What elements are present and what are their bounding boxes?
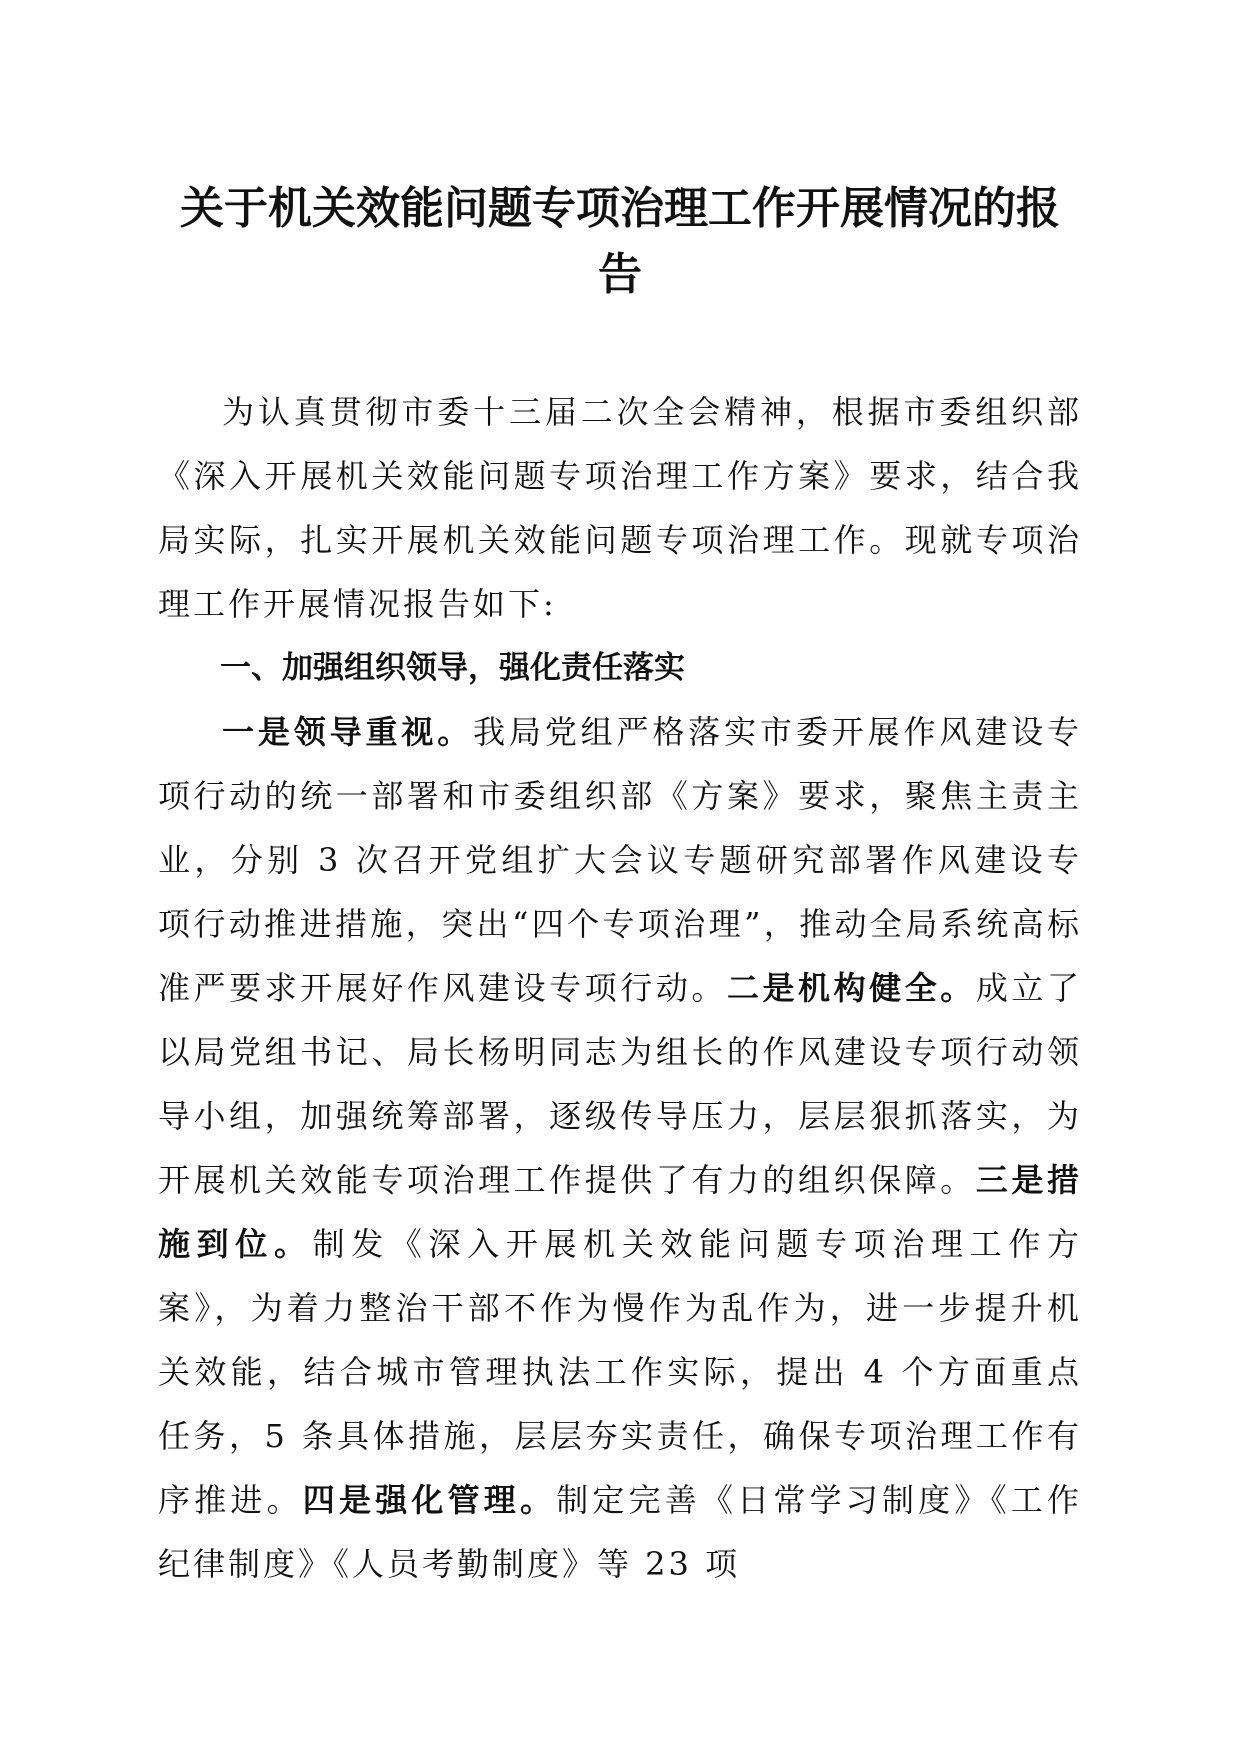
- section-heading-1: 一、加强组织领导，强化责任落实: [220, 650, 685, 686]
- title-line-2: 告: [598, 249, 642, 300]
- point-1-text: 我局党组严格落实市委开展作风建设专项行动的统一部署和市委组织部《方案》要求，聚焦主责主业，分别 3 次召开党组扩大会议专题研究部署作风建设专项行动推进措施，突出“四个专项治理”，推动全局系统高标准严要求开展好作风建设专项行动。: [158, 713, 1082, 1007]
- intro-paragraph: 为认真贯彻市委十三届二次全会精神，根据市委组织部《深入开展机关效能问题专项治理工作方案》要求，结合我局实际，扎实开展机关效能问题专项治理工作。现就专项治理工作开展情况报告如下:: [158, 393, 1082, 623]
- point-2-lead: 二是机构健全。: [726, 969, 976, 1007]
- point-3-text: 制发《深入开展机关效能问题专项治理工作方案》，为着力整治干部不作为慢作为乱作为，进一步提升机关效能，结合城市管理执法工作实际，提出 4 个方面重点任务，5 条具体措施，层层夯实责任，确保专项治理工作有序推进。: [158, 1225, 1082, 1519]
- point-4-text: 制定完善《日常学习制度》《工作纪律制度》《人员考勤制度》等 23 项: [158, 1481, 1082, 1583]
- section-1-paragraph: [158, 700, 1082, 1596]
- document-title: [150, 176, 1090, 308]
- document-body: [158, 380, 1082, 1596]
- point-2-text: 成立了以局党组书记、局长杨明同志为组长的作风建设专项行动领导小组，加强统筹部署，逐级传导压力，层层狠抓落实，为开展机关效能专项治理工作提供了有力的组织保障。: [158, 969, 1082, 1199]
- title-line-1: 关于机关效能问题专项治理工作开展情况的报: [180, 183, 1060, 234]
- point-1-lead: 一是领导重视。: [222, 713, 474, 751]
- point-3-lead: 三是措施到位。: [158, 1161, 1082, 1263]
- point-4-lead: 四是强化管理。: [302, 1481, 557, 1519]
